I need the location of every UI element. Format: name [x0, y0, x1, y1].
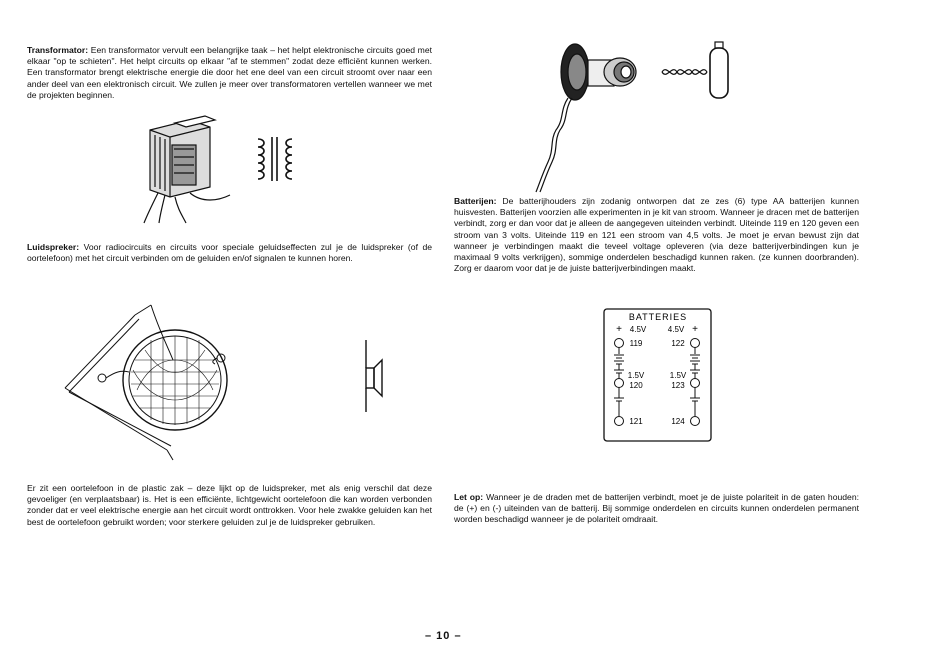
- note-paragraph: [454, 492, 859, 526]
- batteries-text: De batterijhouders zijn zodanig ontworpen dat ze zes (6) type AA batterijen kunnen huisvesten. Batterijen voorzien alle experimenten in je kit van stroom. Wanneer je dracen met de batterijen verbindt, zorg er dan voor dat je alleen de aangegeven uiteinden verbindt. Uiteinde 119 en 120 geven een stroom van 3 volts. Uiteinde 119 en 121 een stroom van 4,5 volts. Je moet je ervan bewust zijn dat wanneer je verbindingen maakt die teveel voltage opleveren (via deze batterijverbindingen kun je maximaal 9 volts verkrijgen), sommige onderdelen beschadigd kunnen raken. (ze kunnen doorbranden). Zorg er daarom voor dat je de juiste batterijverbindingen maakt.: [454, 196, 859, 274]
- terminal-124: 124: [671, 417, 685, 426]
- earphone-illustration: [530, 30, 750, 195]
- page-number: – 10 –: [425, 630, 462, 642]
- terminal-119: 119: [629, 339, 643, 348]
- transformer-paragraph: [27, 45, 432, 101]
- plus-sign-right: +: [692, 324, 698, 335]
- voltage-top-left: 4.5V: [629, 325, 647, 334]
- transformer-text: Een transformator vervult een belangrijke taak – het helpt elektronische circuits goed met elkaar "op te schieten". Het helpt circuits op elkaar "af te stemmen" zodat deze efficiënt kunnen werken. Een transformator brengt elektrische energie die door het ene deel van een circuit stroomt over naar een ander deel van een elektronisch circuit. We zullen je meer over transformatoren vertellen wanneer we met de projekten beginnen.: [27, 45, 432, 100]
- batteries-heading: Batterijen:: [454, 196, 497, 206]
- batteries-paragraph: [454, 196, 859, 274]
- voltage-bottom-right: 1.5V: [669, 371, 687, 380]
- speaker-illustration: [55, 300, 405, 475]
- speaker-heading: Luidspreker:: [27, 242, 80, 252]
- earphone-paragraph: [27, 483, 432, 528]
- earphone-text: Er zit een oortelefoon in de plastic zak – deze lijkt op de luidspreker, met als enig verschil dat deze gevoeliger (en verplaatsbaar) is. Het is een efficiënte, lichtgewicht oortelefoon die kan worden verbonden zonder dat er veel elektrische energie aan het circuit wordt onttrokken. Voor hele zwakke geluiden kan het best de oortelefoon gebruikt worden; voor sterkere geluiden zul je de luidspreker gebruiken.: [27, 483, 432, 527]
- speaker-paragraph: [27, 242, 432, 264]
- terminal-122: 122: [671, 339, 685, 348]
- terminal-121: 121: [629, 417, 643, 426]
- terminal-120: 120: [629, 381, 643, 390]
- voltage-bottom-left: 1.5V: [627, 371, 645, 380]
- transformer-illustration: [130, 115, 320, 225]
- note-text: Wanneer je de draden met de batterijen verbindt, moet je de juiste polariteit in de gaten houden: de (+) en (-) uiteinden van de batterij. Bij sommige onderdelen en circuits kunnen onderdelen permanent worden beschadigd wanneer je de polariteit omdraait.: [454, 492, 859, 525]
- battery-diagram: [603, 308, 713, 443]
- voltage-top-right: 4.5V: [667, 325, 685, 334]
- transformer-heading: Transformator:: [27, 45, 89, 55]
- terminal-123: 123: [671, 381, 685, 390]
- speaker-text: Voor radiocircuits en circuits voor speciale geluidseffecten zul je de luidspreker (of de oortelefoon) met het circuit verbinden om de geluiden en/of signalen te kunnen horen.: [27, 242, 433, 264]
- battery-diagram-title: BATTERIES: [628, 312, 688, 322]
- plus-sign-left: +: [616, 324, 622, 335]
- note-heading: Let op:: [454, 492, 484, 502]
